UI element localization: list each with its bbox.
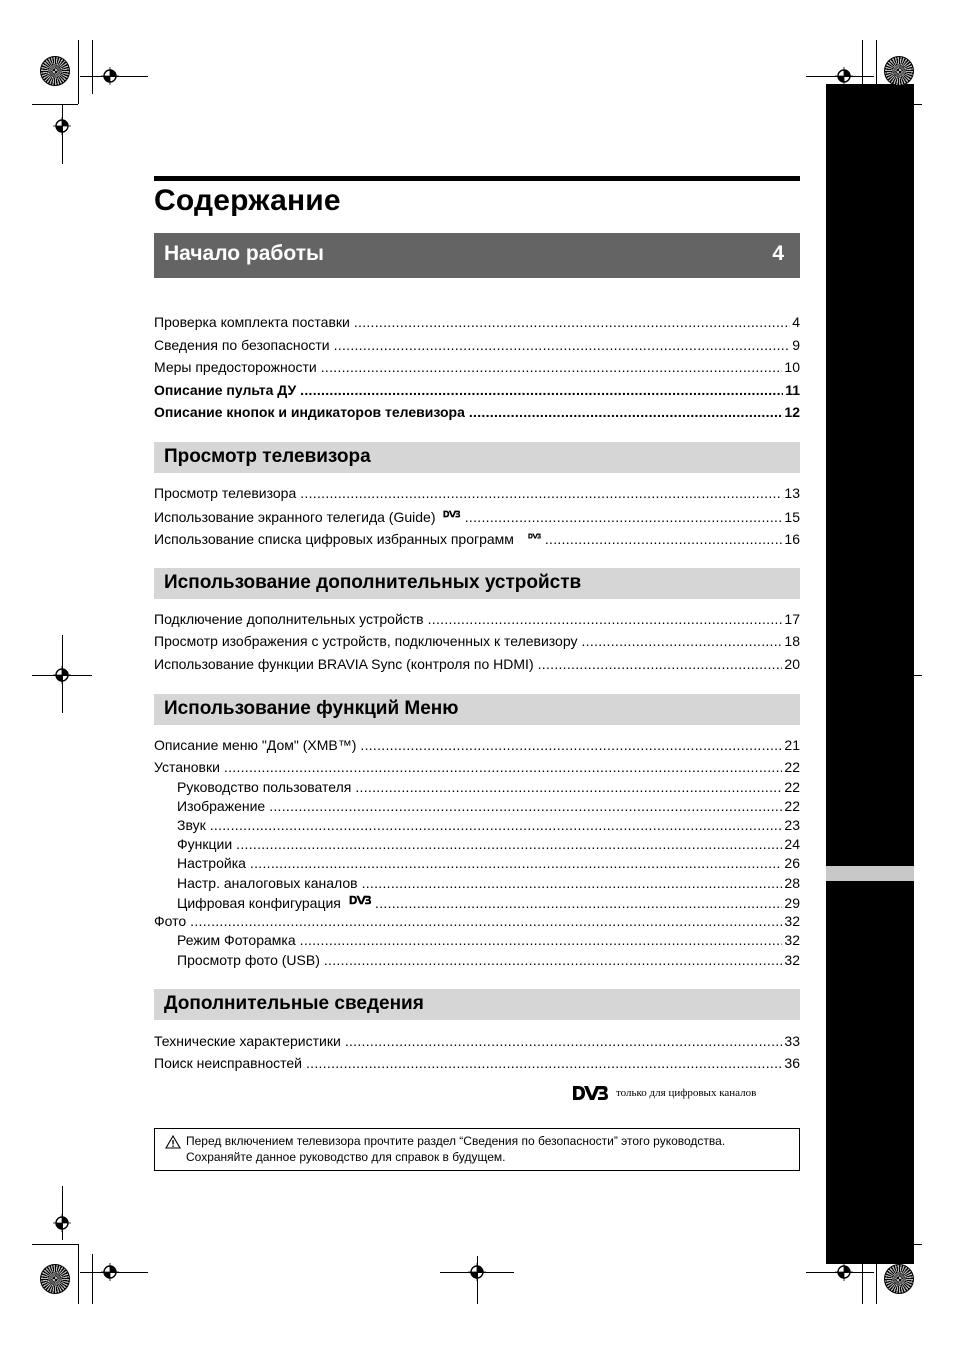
toc-subentry[interactable]: Режим Фоторамка . . . 32 [177,930,800,950]
leader-dots [469,402,783,422]
toc-entry[interactable]: Технические характеристики . . . 33 [154,1031,800,1051]
section-header-additional-devices [154,568,800,599]
dvb-logo-icon [572,1085,608,1101]
crop-mark [862,675,922,676]
leader-dots [224,757,783,777]
toc-entry[interactable]: Просмотр телевизора . . . 13 [154,483,800,503]
leader-dots [190,911,782,931]
crop-mark [876,40,877,104]
leader-dots [362,873,783,893]
crop-mark [62,104,63,164]
leader-dots [334,335,791,355]
section-title: Просмотр телевизора [164,446,371,467]
dvb-logo-icon [443,506,460,522]
leader-dots [269,796,782,816]
crop-mark [92,1254,93,1304]
registration-rosette-icon [40,1264,70,1294]
leader-dots [300,930,783,950]
crop-mark [78,40,79,104]
toc-entry[interactable]: Установки . . . 22 [154,757,800,777]
section-header-additional-info [154,989,800,1020]
crop-mark [862,40,863,94]
leader-dots [236,834,782,854]
leader-dots [210,815,783,835]
section-header-menu-functions [154,694,800,725]
leader-dots [300,380,783,400]
toc-entry[interactable]: Проверка комплекта поставки . . . 4 [154,312,800,332]
crop-mark [32,104,78,105]
leader-dots [360,735,782,755]
crop-mark [78,1244,79,1304]
toc-entry[interactable]: Использование экранного телегида (Guide) . . . 15 [154,506,800,526]
warning-icon [165,1135,181,1149]
section-title: Дополнительные сведения [164,993,424,1014]
toc-subentry[interactable]: Просмотр фото (USB) . . . 32 [177,950,800,970]
crop-mark [92,40,93,94]
notice-line-2: Сохраняйте данное руководство для справок в будущем. [186,1150,506,1164]
section-page-number: 4 [772,242,784,265]
toc-subentry[interactable]: Руководство пользователя . . . 22 [177,777,800,797]
toc-subentry[interactable]: Настр. аналоговых каналов . . . 28 [177,873,800,893]
section-header-watching-tv [154,442,800,473]
section-side-tab-marker [826,866,914,881]
page-title: Содержание [154,184,341,217]
leader-dots [306,1053,782,1073]
leader-dots [321,357,783,377]
dvb-logo-icon [349,892,371,908]
toc-entry[interactable]: Просмотр изображения с устройств, подключенных к телевизору . . . 18 [154,631,800,651]
crop-mark [876,104,922,105]
dvb-legend [572,1085,756,1101]
crop-mark [62,1186,63,1240]
crop-mark [80,1272,148,1273]
leader-dots [428,609,783,629]
crop-mark [32,675,92,676]
registration-rosette-icon [884,1264,914,1294]
registration-rosette-icon [884,56,914,86]
toc-entry[interactable]: Описание кнопок и индикаторов телевизора . . . 12 [154,402,800,422]
title-rule [154,176,800,181]
toc-entry[interactable]: Меры предосторожности . . . 10 [154,357,800,377]
crop-mark [32,1244,78,1245]
crop-mark [440,1272,514,1273]
leader-dots [345,1031,783,1051]
leader-dots [324,950,783,970]
toc-entry[interactable]: Сведения по безопасности . . . 9 [154,335,800,355]
legend-text: только для цифровых каналов [616,1087,757,1099]
crop-mark [806,76,874,77]
leader-dots [581,631,782,651]
crop-mark [477,1256,478,1304]
dvb-logo-icon [528,528,541,544]
toc-subentry[interactable]: Функции . . . 24 [177,834,800,854]
toc-subentry[interactable]: Изображение . . . 22 [177,796,800,816]
section-title: Использование дополнительных устройств [164,572,582,593]
toc-entry[interactable]: Фото . . . 32 [154,911,800,931]
section-header-getting-started [154,233,800,278]
toc-entry[interactable]: Использование списка цифровых избранных программ . . . 16 [154,528,800,548]
crop-mark [806,1272,874,1273]
toc-entry[interactable]: Поиск неисправностей . . . 36 [154,1053,800,1073]
toc-entry[interactable]: Описание меню "Дом" (XMB™) . . . 21 [154,735,800,755]
registration-target-icon [882,117,900,135]
section-title: Начало работы [164,242,324,265]
crop-mark [876,1244,877,1304]
leader-dots [375,893,782,913]
leader-dots [545,529,783,549]
leader-dots [465,507,783,527]
registration-target-icon [882,1214,900,1232]
toc-entry[interactable]: Описание пульта ДУ . . . 11 [154,380,800,400]
section-title: Использование функций Меню [164,698,459,719]
toc-entry[interactable]: Подключение дополнительных устройств . . . 17 [154,609,800,629]
leader-dots [538,654,783,674]
toc-subentry[interactable]: Цифровая конфигурация . . . 29 [177,892,800,912]
leader-dots [250,853,783,873]
section-side-tab [826,84,914,1264]
crop-mark [80,76,148,77]
toc-subentry[interactable]: Настройка . . . 26 [177,853,800,873]
safety-notice [154,1128,800,1171]
registration-rosette-icon [40,56,70,86]
leader-dots [355,777,782,797]
crop-mark [62,635,63,713]
crop-mark [876,1244,922,1245]
leader-dots [300,483,782,503]
toc-subentry[interactable]: Звук . . . 23 [177,815,800,835]
notice-line-1: Перед включением телевизора прочтите раздел “Сведения по безопасности” этого руководства. [186,1134,726,1148]
leader-dots [354,312,790,332]
toc-entry[interactable]: Использование функции BRAVIA Sync (контроля по HDMI) . . . 20 [154,654,800,674]
crop-mark [862,1254,863,1304]
